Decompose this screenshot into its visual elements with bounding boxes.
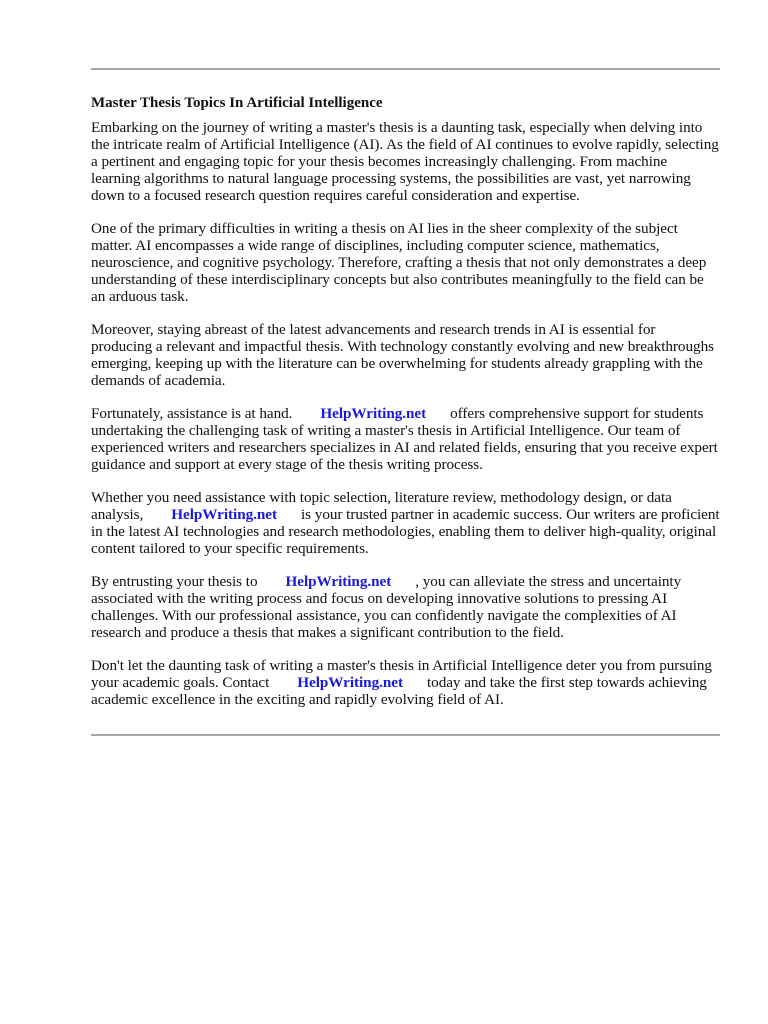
document-title: Master Thesis Topics In Artificial Intelligence (91, 95, 383, 111)
top-divider (91, 68, 720, 70)
paragraph-4-text-after: offers comprehensive support for students undertaking the challenging task of writing a master's thesis in Artificial Intelligence. Our team of experienced writers and researchers specializes in AI and related fields, ensuring that you receive expert guidance and support at every stage of the thesis writing process. (91, 405, 718, 473)
paragraph-5-text-before: Whether you need assistance with topic selection, literature review, methodology design, or data analysis, (91, 489, 672, 523)
bottom-divider (91, 734, 720, 736)
paragraph-7-text-before: Don't let the daunting task of writing a master's thesis in Artificial Intelligence deter you from pursuing your academic goals. Contact (91, 657, 712, 691)
paragraph-6 (91, 573, 720, 641)
paragraph-7 (91, 657, 720, 708)
paragraph-6-text-after: , you can alleviate the stress and uncertainty associated with the writing process and focus on developing innovative solutions to pressing AI challenges. With our professional assistance, you can confidently navigate the complexities of AI research and produce a thesis that makes a significant contribution to the field. (91, 573, 682, 641)
paragraph-1: Embarking on the journey of writing a master's thesis is a daunting task, especially when delving into the intricate realm of Artificial Intelligence (AI). As the field of AI continues to evolve rapidly, selecting a pertinent and engaging topic for your thesis becomes increasingly challenging. From machine learning algorithms to natural language processing systems, the possibilities are vast, yet narrowing down to a focused research question requires careful consideration and expertise. (91, 119, 719, 204)
paragraph-5-text-after: is your trusted partner in academic success. Our writers are proficient in the latest AI technologies and research methodologies, enabling them to deliver high-quality, original content tailored to your specific requirements. (91, 506, 720, 557)
paragraph-3: Moreover, staying abreast of the latest advancements and research trends in AI is essential for producing a relevant and impactful thesis. With technology constantly evolving and new breakthroughs emerging, keeping up with the literature can be overwhelming for students already grappling with the demands of academia. (91, 321, 714, 389)
paragraph-2: One of the primary difficulties in writing a thesis on AI lies in the sheer complexity of the subject matter. AI encompasses a wide range of disciplines, including computer science, mathematics, neuroscience, and cognitive psychology. Therefore, crafting a thesis that not only demonstrates a deep understanding of these interdisciplinary concepts but also contributes meaningfully to the field can be an arduous task. (91, 220, 707, 305)
document-page (91, 68, 720, 736)
paragraph-4 (91, 405, 720, 473)
helpwriting-link-2[interactable]: HelpWriting.net (171, 506, 277, 523)
paragraph-7-text-after: today and take the first step towards achieving academic excellence in the exciting and rapidly evolving field of AI. (91, 674, 707, 708)
paragraph-6-text-before: By entrusting your thesis to (91, 573, 258, 590)
paragraph-4-text-before: Fortunately, assistance is at hand. (91, 405, 293, 422)
helpwriting-link-1[interactable]: HelpWriting.net (320, 405, 427, 422)
paragraph-5 (91, 489, 720, 557)
helpwriting-link-4[interactable]: HelpWriting.net (297, 674, 403, 691)
helpwriting-link-3[interactable]: HelpWriting.net (285, 573, 392, 590)
